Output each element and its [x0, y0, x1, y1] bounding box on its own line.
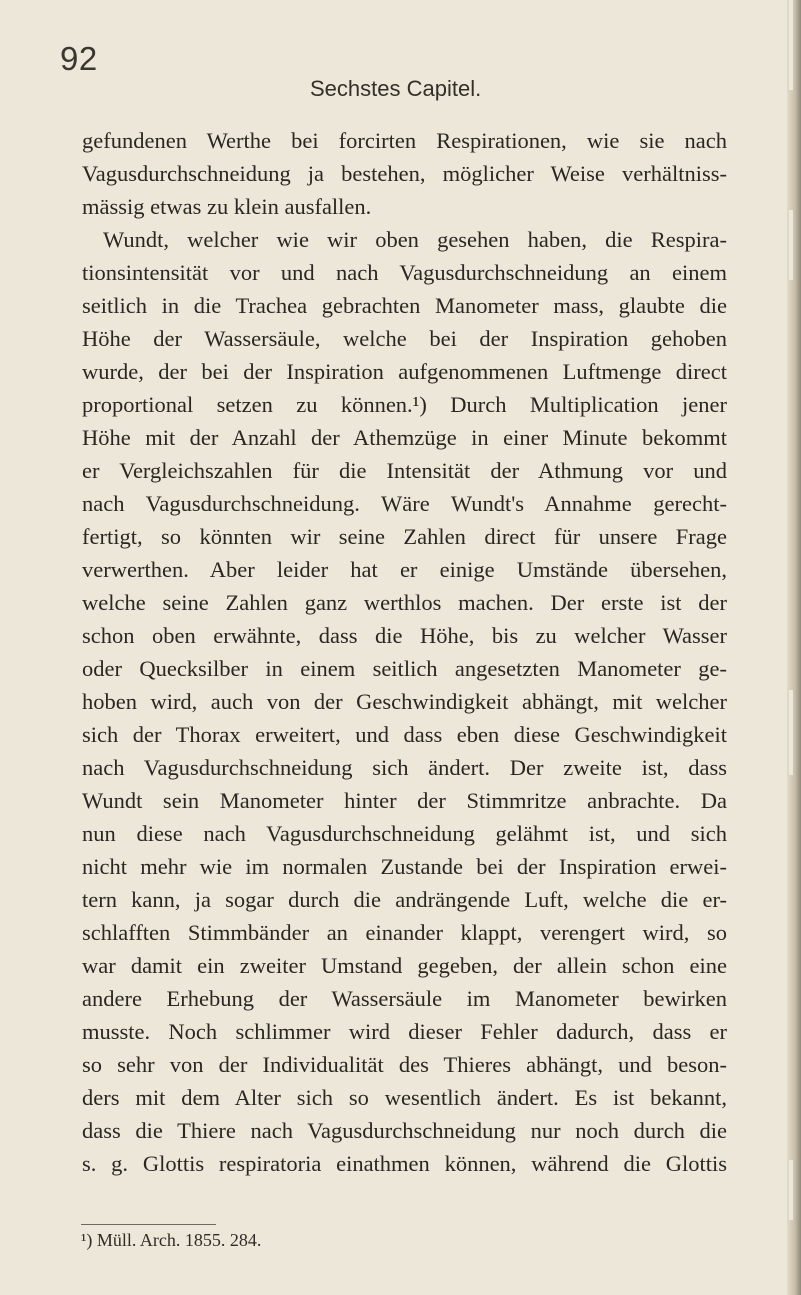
body-line: Höhe der Wassersäule, welche bei der Inspiration gehoben	[82, 326, 727, 351]
body-line: er Vergleichszahlen für die Intensität der Athmung vor und	[82, 458, 727, 483]
body-line: Vagusdurchschneidung ja bestehen, möglicher Weise verhältniss-	[82, 161, 727, 186]
body-line: schon oben erwähnte, dass die Höhe, bis zu welcher Wasser	[82, 623, 727, 648]
body-line: nach Vagusdurchschneidung. Wäre Wundt's Annahme gerecht-	[82, 491, 727, 516]
body-line: Höhe mit der Anzahl der Athemzüge in einer Minute bekommt	[82, 425, 727, 450]
body-line: so sehr von der Individualität des Thieres abhängt, und beson-	[82, 1052, 727, 1077]
body-line: schlafften Stimmbänder an einander klappt, verengert wird, so	[82, 920, 727, 945]
body-line: nun diese nach Vagusdurchschneidung gelähmt ist, und sich	[82, 821, 727, 846]
body-line: fertigt, so könnten wir seine Zahlen direct für unsere Frage	[82, 524, 727, 549]
body-line: musste. Noch schlimmer wird dieser Fehler dadurch, dass er	[82, 1019, 727, 1044]
footnote: ¹) Müll. Arch. 1855. 284.	[81, 1230, 262, 1250]
body-line: tern kann, ja sogar durch die andrängende Luft, welche die er-	[82, 887, 727, 912]
body-line: gefundenen Werthe bei forcirten Respirationen, wie sie nach	[82, 128, 727, 153]
page-edge-highlight	[789, 0, 793, 90]
page-edge-highlight	[789, 690, 793, 775]
body-line: nicht mehr wie im normalen Zustande bei der Inspiration erwei-	[82, 854, 727, 879]
body-line: hoben wird, auch von der Geschwindigkeit abhängt, mit welcher	[82, 689, 727, 714]
body-line: oder Quecksilber in einem seitlich angesetzten Manometer ge-	[82, 656, 727, 681]
body-line: s. g. Glottis respiratoria einathmen können, während die Glottis	[82, 1151, 727, 1176]
body-line: ders mit dem Alter sich so wesentlich ändert. Es ist bekannt,	[82, 1085, 727, 1110]
running-head: Sechstes Capitel.	[310, 76, 482, 101]
body-line: wurde, der bei der Inspiration aufgenommenen Luftmenge direct	[82, 359, 727, 384]
body-line: andere Erhebung der Wassersäule im Manometer bewirken	[82, 986, 727, 1011]
body-line: Wundt, welcher wie wir oben gesehen haben, die Respira-	[103, 227, 727, 252]
body-line: dass die Thiere nach Vagusdurchschneidung nur noch durch die	[82, 1118, 727, 1143]
body-line: tionsintensität vor und nach Vagusdurchschneidung an einem	[82, 260, 727, 285]
body-line: war damit ein zweiter Umstand gegeben, der allein schon eine	[82, 953, 727, 978]
body-line: Wundt sein Manometer hinter der Stimmritze anbrachte. Da	[82, 788, 727, 813]
page-edge-shadow	[787, 0, 801, 1295]
page-number: 92	[60, 40, 98, 77]
body-line: nach Vagusdurchschneidung sich ändert. Der zweite ist, dass	[82, 755, 727, 780]
body-line: proportional setzen zu können.¹) Durch Multiplication jener	[82, 392, 727, 417]
body-line: mässig etwas zu klein ausfallen.	[82, 194, 372, 219]
page-edge-highlight	[789, 1160, 793, 1220]
body-line: seitlich in die Trachea gebrachten Manometer mass, glaubte die	[82, 293, 727, 318]
body-line: welche seine Zahlen ganz werthlos machen. Der erste ist der	[82, 590, 727, 615]
page-edge-highlight	[789, 210, 793, 280]
body-line: verwerthen. Aber leider hat er einige Umstände übersehen,	[82, 557, 727, 582]
body-line: sich der Thorax erweitert, und dass eben diese Geschwindigkeit	[82, 722, 727, 747]
footnote-rule	[81, 1224, 216, 1225]
